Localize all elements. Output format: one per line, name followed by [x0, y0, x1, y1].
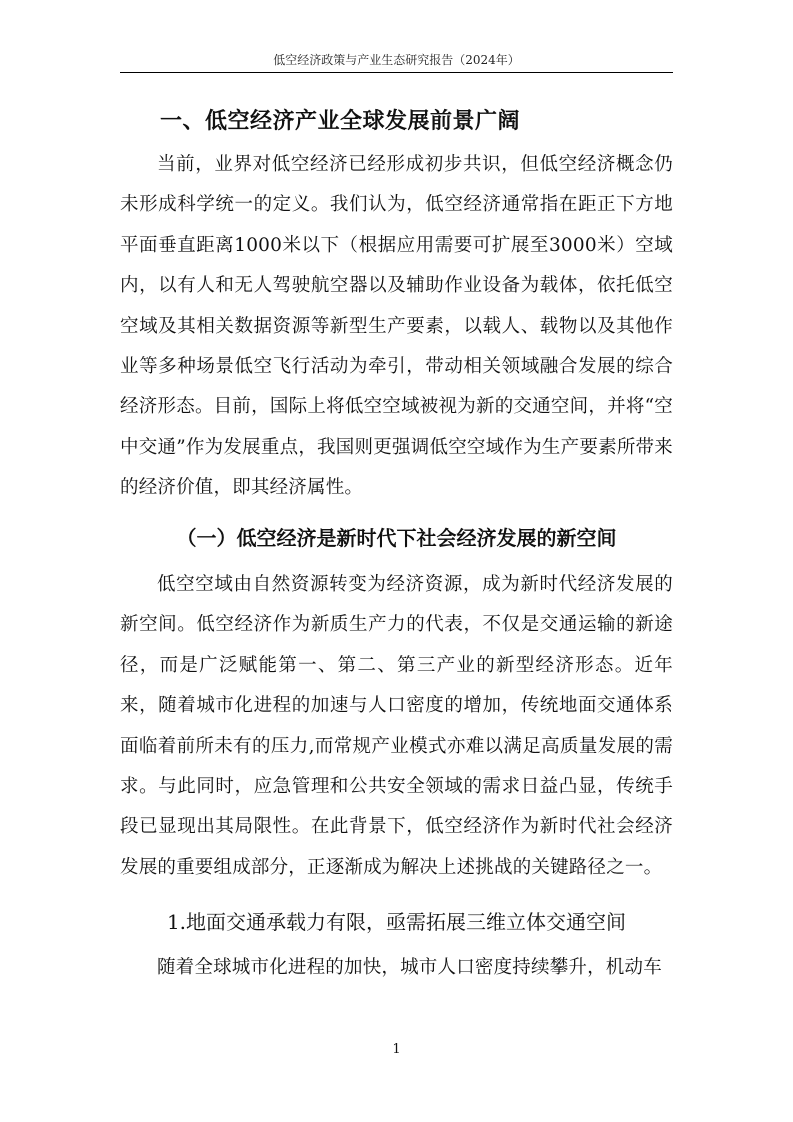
section-paragraph: 当前，业界对低空经济已经形成初步共识，但低空经济概念仍未形成科学统一的定义。我们认为，低空经济通常指在距正下方地平面垂直距离1000米以下（根据应用需要可扩展至3000米）空域内，以有人和无人驾驶航空器以及辅助作业设备为载体，依托低空空域及其相关数据资源等新型生产要素，以载人、载物以及其他作业等多种场景低空飞行活动为牵引，带动相关领域融合发展的综合经济形态。目前，国际上将低空空域被视为新的交通空间，并将“空中交通”作为发展重点，我国则更强调低空空域作为生产要素所带来的经济价值，即其经济属性。 — [120, 154, 673, 499]
subsection-heading: （一）低空经济是新时代下社会经济发展的新空间 — [176, 526, 617, 550]
page-number: 1 — [392, 1042, 401, 1057]
header-divider — [120, 72, 673, 73]
subsubsection-heading: 1.地面交通承载力有限，亟需拓展三维立体交通空间 — [166, 910, 627, 934]
running-header: 低空经济政策与产业生态研究报告（2024年） — [273, 53, 520, 67]
subsubsection-paragraph: 随着全球城市化进程的加快，城市人口密度持续攀升，机动车 — [157, 957, 662, 978]
section-heading: 一、低空经济产业全球发展前景广阔 — [160, 109, 521, 134]
subsection-paragraph: 低空空域由自然资源转变为经济资源，成为新时代经济发展的新空间。低空经济作为新质生产力的代表，不仅是交通运输的新途径，而是广泛赋能第一、第二、第三产业的新型经济形态。近年来，随着城市化进程的加速与人口密度的增加，传统地面交通体系面临着前所未有的压力,而常规产业模式亦难以满足高质量发展的需求。与此同时，应急管理和公共安全领域的需求日益凸显，传统手段已显现出其局限性。在此背景下，低空经济作为新时代社会经济发展的重要组成部分，正逐渐成为解决上述挑战的关键路径之一。 — [120, 574, 673, 878]
